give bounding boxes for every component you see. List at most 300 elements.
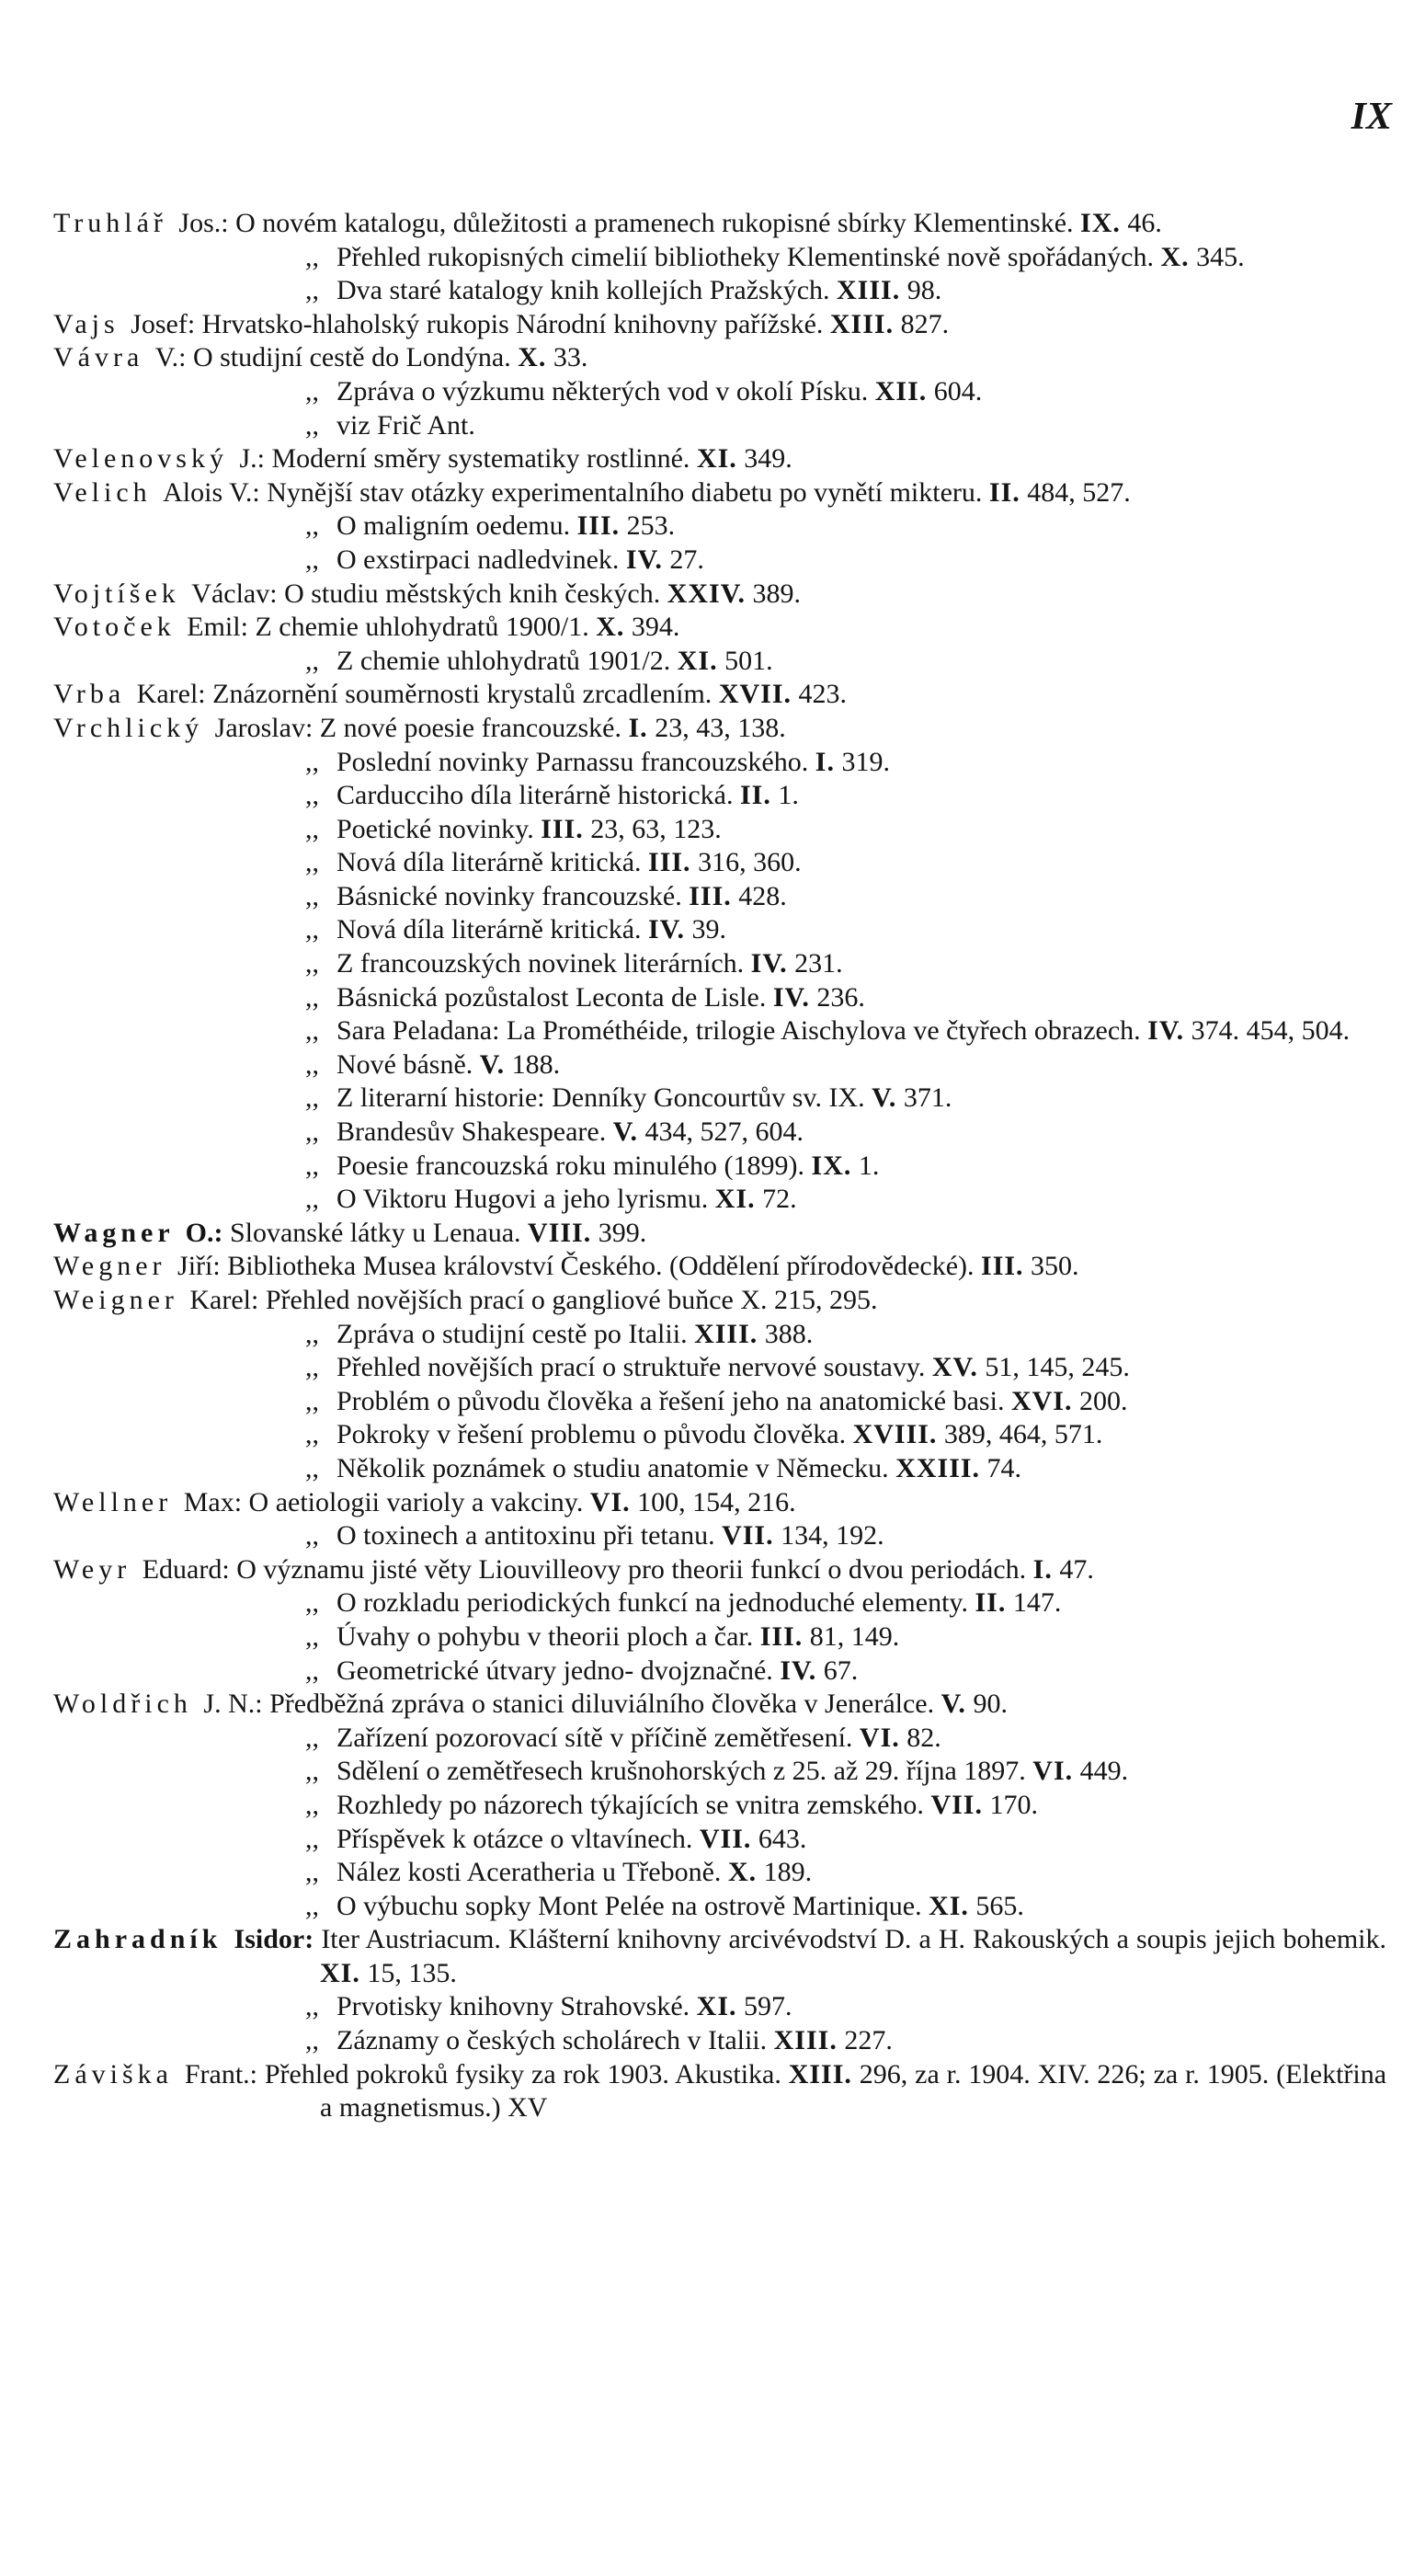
index-entry — [53, 1923, 1386, 1990]
page-numbers: 350. — [1031, 1251, 1079, 1282]
page-numbers: 319. — [841, 746, 890, 777]
index-entry — [53, 1217, 1386, 1251]
volume-number: X. — [727, 1857, 758, 1888]
index-entry — [53, 1486, 1386, 1520]
index-subentry — [53, 1856, 1386, 1890]
index-entry — [53, 442, 1386, 476]
ditto-mark: ,, — [305, 1452, 319, 1483]
article-title: Sdělení o zemětřesech krušnohorských z 25. až 29. října 1897. — [336, 1756, 1026, 1787]
article-title: Prvotisky knihovny Strahovské. — [336, 1991, 690, 2022]
volume-number: XI. — [696, 443, 737, 475]
author-given-name: Jaroslav: — [214, 712, 314, 743]
page-numbers: 604. — [933, 375, 983, 406]
page-numbers: 484, 527. — [1027, 476, 1131, 508]
article-title: Z chemie uhlohydratů 1901/2. — [336, 645, 671, 676]
ditto-mark: ,, — [305, 1419, 319, 1450]
article-title: Přehled pokroků fysiky za rok 1903. Akustika. — [264, 2058, 781, 2089]
page-number: IX — [1351, 96, 1392, 138]
page-numbers: 1. — [778, 780, 799, 811]
volume-number: III. — [981, 1251, 1024, 1282]
volume-number: XIII. — [837, 275, 901, 306]
index-subentry — [53, 1082, 1386, 1116]
author-given-name: Jiří: — [177, 1251, 221, 1282]
volume-number: II. — [975, 1587, 1007, 1619]
author-surname: Wegner — [53, 1251, 166, 1282]
author-name — [53, 1487, 242, 1517]
ditto-mark: ,, — [305, 914, 319, 945]
volume-number: X. — [518, 342, 547, 373]
page-numbers: 200. — [1078, 1385, 1128, 1416]
page-numbers: 428. — [738, 880, 787, 911]
page-numbers: 394. — [631, 612, 680, 643]
article-title: O Viktoru Hugovi a jeho lyrismu. — [336, 1184, 709, 1215]
index-subentry — [53, 981, 1386, 1015]
volume-number: V. — [940, 1689, 966, 1720]
ditto-mark: ,, — [305, 2025, 319, 2056]
page-numbers: 134, 192. — [781, 1520, 884, 1551]
ditto-mark: ,, — [305, 1587, 319, 1619]
page-numbers: 434, 527, 604. — [644, 1116, 804, 1148]
author-name — [53, 1285, 258, 1315]
volume-number: VIII. — [528, 1217, 592, 1248]
article-title: Nynější stav otázky experimentalního diabetu po vynětí mikteru. — [267, 476, 983, 508]
author-surname: Weigner — [53, 1285, 178, 1315]
ditto-mark: ,, — [305, 241, 319, 272]
ditto-mark: ,, — [305, 1048, 319, 1080]
ditto-mark: ,, — [305, 1620, 319, 1652]
author-name — [53, 612, 248, 642]
ditto-mark: ,, — [305, 746, 319, 777]
volume-number: V. — [612, 1116, 639, 1148]
author-name — [53, 1924, 314, 1954]
article-title: Nová díla literárně kritická. — [336, 914, 642, 945]
index-subentry — [53, 913, 1386, 947]
ditto-mark: ,, — [305, 1318, 319, 1349]
volume-number: XVIII. — [852, 1419, 938, 1450]
author-given-name: Karel: — [189, 1285, 259, 1315]
index-subentry — [53, 1519, 1386, 1553]
page-numbers: 1. — [858, 1150, 880, 1181]
ditto-mark: ,, — [305, 1722, 319, 1753]
ditto-mark: ,, — [305, 1520, 319, 1551]
article-title: viz Frič Ant. — [336, 409, 475, 441]
author-name — [53, 309, 195, 339]
author-index — [53, 207, 1386, 2125]
volume-number: XI. — [929, 1890, 969, 1921]
author-given-name: Josef: — [131, 308, 196, 339]
author-name — [53, 477, 260, 508]
author-given-name: Frant.: — [184, 2058, 257, 2089]
index-entry — [53, 578, 1386, 612]
page-numbers: 147. — [1012, 1587, 1062, 1619]
article-title: Básnické novinky francouzské. — [336, 880, 682, 911]
volume-number: IV. — [625, 544, 663, 575]
index-entry — [53, 476, 1386, 510]
volume-number: III. — [648, 847, 691, 878]
article-title: Poetické novinky. — [336, 813, 534, 844]
volume-number: I. — [815, 746, 835, 777]
volume-number: VI. — [1032, 1756, 1074, 1787]
article-title: Brandesův Shakespeare. — [336, 1116, 607, 1148]
volume-number: XIII. — [829, 308, 895, 339]
ditto-mark: ,, — [305, 880, 319, 911]
index-entry — [53, 611, 1386, 645]
index-subentry — [53, 1890, 1386, 1924]
page-numbers: 449. — [1079, 1756, 1129, 1787]
page-numbers: 67. — [823, 1654, 859, 1686]
index-subentry — [53, 1385, 1386, 1419]
page-numbers: 374. 454, 504. — [1191, 1015, 1351, 1047]
author-given-name: J. N.: — [203, 1689, 263, 1720]
page-numbers: 33. — [553, 342, 588, 373]
volume-number: III. — [541, 813, 584, 844]
index-entry — [53, 341, 1386, 375]
article-title: Dva staré katalogy knih kollejích Pražských. — [336, 275, 830, 306]
author-surname: Vrchlický — [53, 712, 204, 743]
index-subentry — [53, 1014, 1386, 1048]
index-subentry — [53, 1048, 1386, 1082]
index-subentry — [53, 1722, 1386, 1756]
page-numbers: 188. — [511, 1048, 561, 1080]
ditto-mark: ,, — [305, 1789, 319, 1820]
volume-number: IV. — [780, 1654, 817, 1686]
page-numbers: 501. — [724, 645, 773, 676]
author-surname: Vojtíšek — [53, 578, 180, 609]
author-surname: Vrba — [53, 679, 126, 710]
page-numbers: 23, 43, 138. — [655, 712, 786, 743]
author-name — [53, 443, 265, 474]
page-numbers: 371. — [903, 1082, 952, 1114]
volume-number: IV. — [1147, 1015, 1185, 1047]
author-name — [53, 208, 229, 238]
article-title: Geometrické útvary jedno- dvojznačné. — [336, 1654, 773, 1686]
index-subentry — [53, 1823, 1386, 1857]
author-given-name: Alois V.: — [163, 476, 260, 508]
author-given-name: J.: — [239, 443, 265, 475]
volume-number: XI. — [320, 1957, 360, 1988]
article-title: O toxinech a antitoxinu při tetanu. — [336, 1520, 715, 1551]
index-subentry — [53, 1183, 1386, 1217]
author-surname: Truhlář — [53, 208, 167, 238]
page-numbers: 27. — [669, 544, 704, 575]
article-title: Z chemie uhlohydratů 1900/1. — [255, 612, 589, 643]
index-entry — [53, 2058, 1386, 2125]
volume-number: IV. — [750, 948, 788, 979]
volume-number: III. — [576, 510, 621, 542]
page-numbers: 253. — [626, 510, 676, 542]
ditto-mark: ,, — [305, 1082, 319, 1114]
index-subentry — [53, 645, 1386, 679]
article-title: Znázornění souměrnosti krystalů zrcadlením. — [212, 679, 712, 710]
page-numbers: 23, 63, 123. — [590, 813, 722, 844]
index-entry — [53, 1688, 1386, 1722]
page-numbers: 236. — [816, 981, 865, 1013]
volume-number: XIII. — [694, 1318, 758, 1349]
author-given-name: Isidor: — [234, 1924, 314, 1955]
author-name — [53, 1689, 263, 1719]
article-title: O maligním oedemu. — [336, 510, 571, 542]
index-entry — [53, 1250, 1386, 1284]
page-numbers: 81, 149. — [809, 1620, 900, 1652]
volume-number: I. — [1032, 1553, 1053, 1585]
index-entry — [53, 712, 1386, 746]
article-title: Přehled rukopisných cimelií bibliotheky Klementinské nově spořádaných. — [336, 241, 1154, 272]
index-entry — [53, 1284, 1386, 1318]
ditto-mark: ,, — [305, 1352, 319, 1383]
ditto-mark: ,, — [305, 375, 319, 406]
page-numbers: 388. — [764, 1318, 814, 1349]
volume-number: XXIV. — [667, 578, 747, 609]
volume-number: VII. — [699, 1823, 752, 1854]
volume-number: XVI. — [1010, 1385, 1073, 1416]
index-subentry — [53, 1318, 1386, 1352]
page-numbers: 389, 464, 571. — [943, 1419, 1103, 1450]
page-numbers: 423. — [798, 679, 847, 710]
author-surname: Votoček — [53, 612, 176, 643]
article-title: Básnická pozůstalost Leconta de Lisle. — [336, 981, 767, 1013]
ditto-mark: ,, — [305, 981, 319, 1013]
article-title: Zařízení pozorovací sítě v příčině zemětřesení. — [336, 1722, 853, 1753]
page-numbers: 827. — [900, 308, 950, 339]
ditto-mark: ,, — [305, 813, 319, 844]
author-name — [53, 1554, 230, 1585]
article-title: Několik poznámek o studiu anatomie v Německu. — [336, 1452, 889, 1483]
article-title: O významu jisté věty Liouvilleovy pro theorii funkcí o dvou periodách. — [236, 1553, 1027, 1585]
page-numbers: 227. — [844, 2025, 893, 2056]
author-given-name: Eduard: — [142, 1553, 230, 1585]
volume-number: III. — [759, 1620, 804, 1652]
page-numbers: 72. — [762, 1184, 797, 1215]
article-title: Příspěvek k otázce o vltavínech. — [336, 1823, 693, 1854]
article-title: Nové básně. — [336, 1048, 473, 1080]
author-given-name: V.: — [154, 342, 187, 373]
volume-number: IX. — [1080, 208, 1121, 238]
page-numbers: 643. — [758, 1823, 807, 1854]
index-subentry — [53, 1418, 1386, 1452]
volume-number: III. — [689, 880, 732, 911]
page-numbers: 170. — [989, 1789, 1038, 1820]
ditto-mark: ,, — [305, 1823, 319, 1854]
article-title: Přehled novějších prací o struktuře nervové soustavy. — [336, 1352, 926, 1383]
page-numbers: 74. — [986, 1452, 1022, 1483]
author-surname: Vajs — [53, 308, 120, 339]
volume-number: XI. — [677, 645, 718, 676]
article-title: Nález kosti Aceratheria u Třeboně. — [336, 1857, 722, 1888]
article-title: Poesie francouzská roku minulého (1899). — [336, 1150, 805, 1181]
article-title: Z literarní historie: Denníky Goncourtův sv. IX. — [336, 1082, 865, 1114]
index-entry — [53, 1553, 1386, 1587]
article-title: Rozhledy po názorech týkajících se vnitra zemského. — [336, 1789, 924, 1820]
ditto-mark: ,, — [305, 275, 319, 306]
article-title: Carducciho díla literárně historická. — [336, 780, 734, 811]
article-title: Úvahy o pohybu v theorii ploch a čar. — [336, 1620, 754, 1652]
volume-number: XXIII. — [895, 1452, 981, 1483]
ditto-mark: ,, — [305, 1150, 319, 1181]
article-title: O aetiologii varioly a vakciny. — [248, 1486, 584, 1517]
author-surname: Velenovský — [53, 443, 228, 475]
author-surname: Záviška — [53, 2058, 173, 2089]
author-name — [53, 1218, 222, 1248]
author-name — [53, 713, 313, 743]
page-numbers: 316, 360. — [698, 847, 802, 878]
author-given-name: Václav: — [191, 578, 278, 609]
author-name — [53, 2059, 257, 2089]
index-subentry — [53, 544, 1386, 578]
article-title: Z nové poesie francouzské. — [319, 712, 621, 743]
volume-number: XIII. — [788, 2058, 852, 2089]
page-numbers: 389. — [752, 578, 802, 609]
volume-number: VII. — [722, 1520, 774, 1551]
article-title: Sara Peladana: La Prométhéide, trilogie Aischylova ve čtyřech obrazech. — [336, 1015, 1141, 1047]
ditto-mark: ,, — [305, 409, 319, 441]
page-numbers: 349. — [744, 443, 792, 475]
page-numbers: 231. — [794, 948, 843, 979]
index-subentry — [53, 1654, 1386, 1689]
ditto-mark: ,, — [305, 1857, 319, 1888]
author-surname: Vávra — [53, 342, 144, 373]
author-surname: Weyr — [53, 1553, 131, 1585]
volume-number: VI. — [589, 1486, 631, 1517]
article-title: Problém o původu člověka a řešení jeho na anatomické basi. — [336, 1385, 1005, 1416]
index-subentry — [53, 880, 1386, 914]
volume-number: VI. — [859, 1722, 900, 1753]
author-name — [53, 679, 206, 709]
volume-number: XIII. — [773, 2025, 838, 2056]
article-title: O novém katalogu, důležitosti a pramenech rukopisné sbírky Klementinské. — [235, 208, 1074, 238]
index-subentry — [53, 746, 1386, 780]
index-subentry — [53, 1755, 1386, 1789]
page-numbers: 296, za r. 1904. XIV. 226; za r. 1905. (Elektřina a magnetismus.) XV — [320, 2058, 1387, 2124]
article-title: Nová díla literárně kritická. — [336, 847, 642, 878]
volume-number: XI. — [696, 1991, 737, 2022]
volume-number: IX. — [811, 1150, 852, 1181]
page-numbers: 51, 145, 245. — [985, 1352, 1130, 1383]
page-numbers: 565. — [975, 1890, 1024, 1921]
article-title: Moderní směry systematiky rostlinné. — [271, 443, 690, 475]
index-subentry — [53, 813, 1386, 847]
author-name — [53, 1251, 221, 1281]
page-numbers: 47. — [1059, 1553, 1094, 1585]
volume-number: II. — [988, 476, 1020, 508]
article-title: Pokroky v řešení problemu o původu člověka. — [336, 1419, 847, 1450]
author-name — [53, 342, 186, 372]
article-title: Bibliotheka Musea království Českého. (Oddělení přírodovědecké). — [227, 1251, 975, 1282]
index-subentry — [53, 509, 1386, 544]
article-title: Zpráva o studijní cestě po Italii. — [336, 1318, 688, 1349]
index-subentry — [53, 2024, 1386, 2058]
ditto-mark: ,, — [305, 1015, 319, 1047]
author-given-name: Jos.: — [178, 208, 229, 238]
index-subentry — [53, 1586, 1386, 1620]
volume-number: XII. — [874, 375, 928, 406]
volume-number: XV. — [931, 1352, 978, 1383]
index-subentry — [53, 1452, 1386, 1486]
article-title: O výbuchu sopky Mont Pelée na ostrově Martinique. — [336, 1890, 922, 1921]
index-entry — [53, 308, 1386, 342]
page-numbers: 100, 154, 216. — [637, 1486, 796, 1517]
volume-number: X. — [1160, 241, 1190, 272]
index-subentry — [53, 274, 1386, 308]
volume-number: II. — [740, 780, 771, 811]
author-given-name: Max: — [183, 1486, 243, 1517]
index-subentry — [53, 779, 1386, 813]
page-numbers: 98. — [906, 275, 942, 306]
ditto-mark: ,, — [305, 510, 319, 542]
volume-number: V. — [872, 1082, 897, 1114]
volume-number: XI. — [714, 1184, 756, 1215]
index-subentry — [53, 409, 1386, 443]
volume-number: VII. — [930, 1789, 983, 1820]
ditto-mark: ,, — [305, 1116, 319, 1148]
index-entry — [53, 207, 1386, 241]
ditto-mark: ,, — [305, 1890, 319, 1921]
ditto-mark: ,, — [305, 544, 319, 575]
article-title: Poslední novinky Parnassu francouzského. — [336, 746, 809, 777]
article-title: Z francouzských novinek literárních. — [336, 948, 745, 979]
index-subentry — [53, 1789, 1386, 1823]
ditto-mark: ,, — [305, 780, 319, 811]
article-title: O studiu městských knih českých. — [284, 578, 661, 609]
page-numbers: 90. — [973, 1689, 1008, 1720]
page-numbers: 82. — [906, 1722, 941, 1753]
author-name — [53, 578, 278, 609]
index-subentry — [53, 1150, 1386, 1184]
article-title: Iter Austriacum. Klášterní knihovny arcivévodství D. a H. Rakouských a soupis jejich bohemik. — [321, 1924, 1386, 1955]
author-given-name: Emil: — [187, 612, 248, 643]
article-title: Hrvatsko-hlaholský rukopis Národní knihovny pařížské. — [201, 308, 824, 339]
index-subentry — [53, 1990, 1386, 2024]
article-title: O exstirpaci nadledvinek. — [336, 544, 620, 575]
page-numbers: 189. — [763, 1857, 813, 1888]
author-surname: Wellner — [53, 1486, 173, 1517]
ditto-mark: ,, — [305, 847, 319, 878]
ditto-mark: ,, — [305, 1385, 319, 1416]
article-title: Zpráva o výzkumu některých vod v okolí Písku. — [336, 375, 869, 406]
index-subentry — [53, 1351, 1386, 1385]
page-numbers: 15, 135. — [367, 1957, 457, 1988]
index-subentry — [53, 1116, 1386, 1150]
article-title: Přehled novějších prací o gangliové buňce X. 215, 295. — [265, 1285, 878, 1315]
author-given-name: Karel: — [136, 679, 206, 710]
page-numbers: 597. — [744, 1991, 792, 2022]
article-title: Slovanské látky u Lenaua. — [229, 1217, 521, 1248]
index-subentry — [53, 241, 1386, 275]
author-surname: Woldřich — [53, 1689, 192, 1720]
ditto-mark: ,, — [305, 1756, 319, 1787]
article-title: Předběžná zpráva o stanici diluviálního člověka v Jenerálce. — [269, 1689, 935, 1720]
page-numbers: 46. — [1127, 208, 1162, 238]
ditto-mark: ,, — [305, 1991, 319, 2022]
author-given-name: O.: — [185, 1217, 223, 1248]
volume-number: IV. — [772, 981, 810, 1013]
volume-number: I. — [628, 712, 648, 743]
ditto-mark: ,, — [305, 645, 319, 676]
index-subentry — [53, 1620, 1386, 1654]
index-subentry — [53, 947, 1386, 981]
author-surname: Zahradník — [53, 1924, 222, 1955]
volume-number: XVII. — [718, 679, 792, 710]
volume-number: IV. — [648, 914, 686, 945]
page-numbers: 399. — [598, 1217, 647, 1248]
volume-number: V. — [479, 1048, 506, 1080]
page-numbers: 345. — [1196, 241, 1245, 272]
author-surname: Velich — [53, 476, 152, 508]
index-entry — [53, 678, 1386, 712]
article-title: Záznamy o českých scholárech v Italii. — [336, 2025, 768, 2056]
volume-number: X. — [596, 612, 625, 643]
author-surname: Wagner — [53, 1217, 175, 1248]
article-title: O studijní cestě do Londýna. — [192, 342, 511, 373]
